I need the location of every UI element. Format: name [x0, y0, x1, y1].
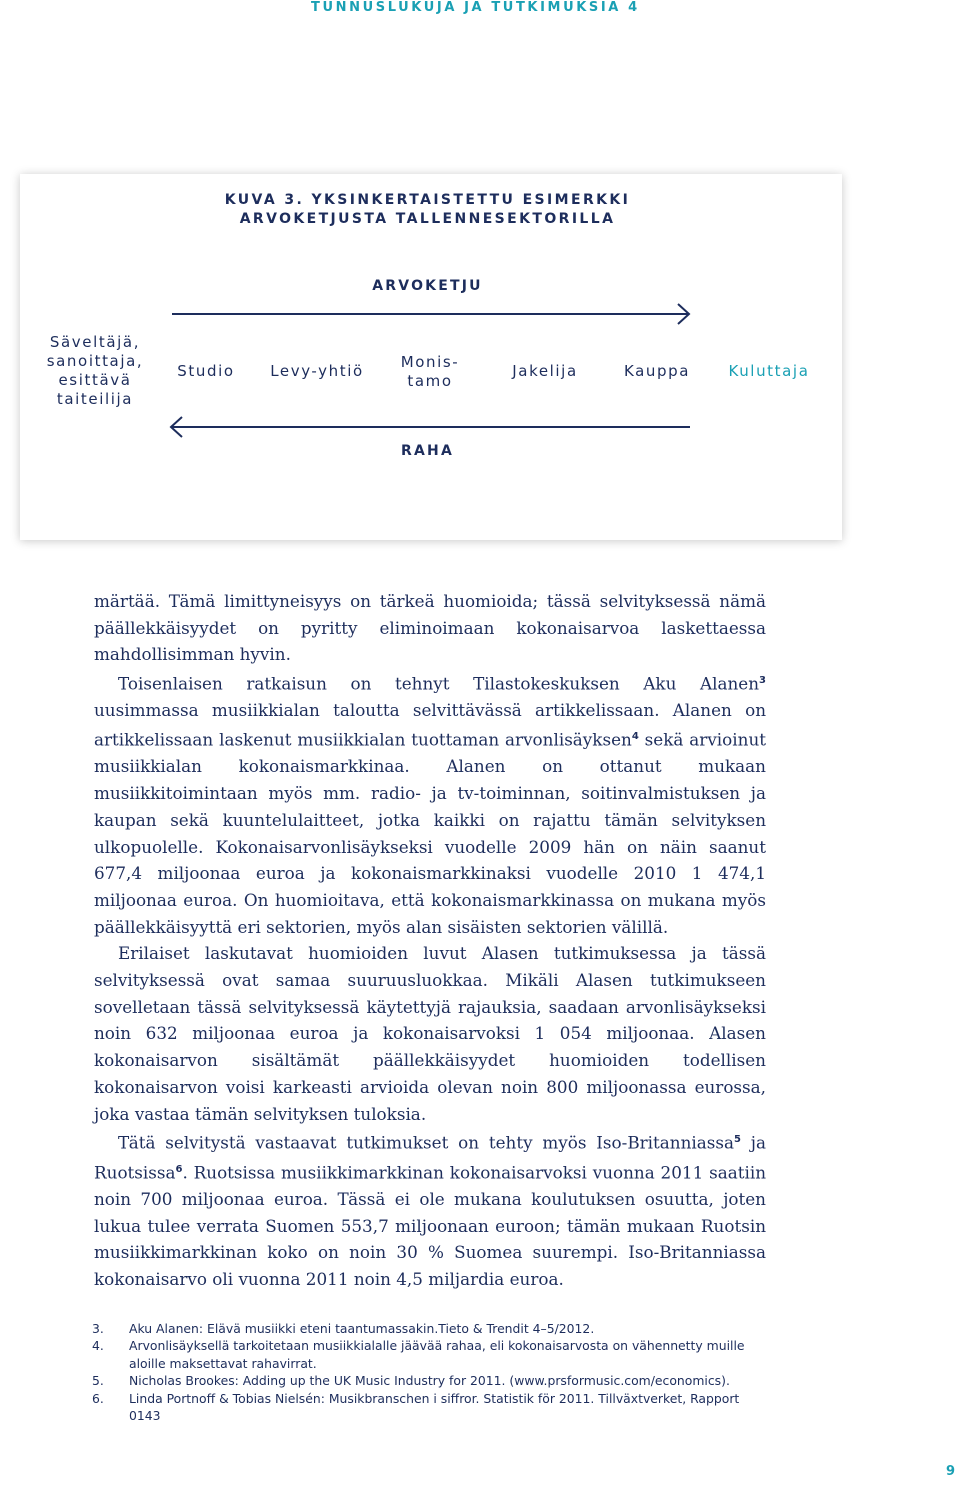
footnote: [92, 1372, 762, 1389]
actor-studio: Studio: [177, 362, 235, 380]
money-arrow: [171, 417, 690, 437]
body-text: [94, 588, 766, 1293]
footnote-number: 3.: [92, 1321, 104, 1336]
footnote-number: 5.: [92, 1373, 104, 1389]
paragraph-1: märtää. Tämä limittyneisyys on tärkeä huomioida; tässä selvityksessä nämä päällekkäisyydet on pyritty eliminoimaan kokonaisarvoa laskettaessa mahdollisimman hyvin.: [94, 591, 766, 665]
paragraph-4: Tätä selvitystä vastaavat tutkimukset on tehty myös Iso-Britanniassa$^5$ ja Ruotsissa$^6$. Ruotsissa musiikkimarkkinan kokonaisarvoksi vuonna 2011 saatiin noin 700 miljoonaa euroa. Tässä ei ole mukana koulutuksen osuutta, joten lukua tulee verrata Suomen 553,7 miljoonaan euroon; tämän mukaan Ruotsin musiikkimarkkinan koko on noin 30 % Suomea suurempi. Iso-Britanniassa kokonaisarvo oli vuonna 2011 noin 4,5 miljardia euroa.: [94, 1132, 767, 1289]
footnote: [92, 1337, 762, 1372]
figure-title-line-2: ARVOKETJUSTA TALLENNESEKTORILLA: [239, 211, 616, 227]
paragraph-2: Toisenlaisen ratkaisun on tehnyt Tilastokeskuksen Aku Alanen$^3$ uusimmassa musiikkialan taloutta selvittävässä artikkelissaan. Alanen on artikkelissaan laskenut musiikkialan tuottaman arvonlisäyksen$^4$ sekä arvioinut musiikkialan kokonaismarkkinaa. Alanen on ottanut mukaan musiikkitoimintaan myös mm. radio- ja tv-toiminnan, soitinvalmistuksen ja kaupan sekä kuuntelulaitteet, jotka kaikki on rajattu tämän selvityksen ulkopuolelle. Kokonaisarvonlisäykseksi vuodelle 2009 hän on näin saanut 677,4 miljoonaa euroa ja kokonaismarkkinaksi vuodelle 2010 1 474,1 miljoonaa euroa. On huomioitava, että kokonaismarkkinassa on mukana myös päällekkäisyyttä eri sektorien, myös alan sisäisten sektorien välillä.: [94, 673, 766, 937]
footnote-text: Aku Alanen: Elävä musiikki eteni taantumassakin.Tieto & Trendit 4–5/2012.: [129, 1321, 595, 1336]
footnotes: [92, 1320, 762, 1424]
page-number: 9: [946, 1464, 956, 1479]
footnote-text: Linda Portnoff & Tobias Nielsén: Musikbranschen i siffror. Statistik för 2011. Tillväxtverket, Rapport 0143: [129, 1390, 740, 1424]
running-header: TUNNUSLUKUJA JA TUTKIMUKSIA 4: [311, 0, 640, 15]
paragraph-3: Erilaiset laskutavat huomioiden luvut Alasen tutkimuksessa ja tässä selvityksessä ovat samaa suuruusluokkaa. Mikäli Alasen tutkimukseen sovelletaan tässä selvityksessä käytettyjä rajauksia, saadaan arvonlisäykseksi noin 632 miljoonaa euroa ja kokonaisarvoksi 1 054 miljoonaa. Alasen kokonaisarvon sisältämät päällekkäisyydet huomioiden todellisen kokonaisarvon voisi karkeasti arvioida olevan noin 800 miljoonassa eurossa, joka vastaa tämän selvityksen tuloksia.: [94, 943, 766, 1124]
value-chain-label: ARVOKETJU: [372, 278, 483, 294]
footnote-ref-3: 3: [759, 675, 766, 687]
actor-retailer: Kauppa: [623, 362, 691, 380]
footnote-text: Arvonlisäyksellä tarkoitetaan musiikkialalle jäävää rahaa, eli kokonaisarvosta on vähennetty muille aloille maksettavat rahavirrat.: [129, 1338, 745, 1371]
money-label: RAHA: [401, 443, 454, 459]
footnote: [92, 1390, 762, 1425]
actor-record-label: Levy-yhtiö: [270, 362, 364, 380]
footnote-number: 6.: [92, 1390, 104, 1406]
footnote-ref-6: 6: [175, 1163, 183, 1175]
footnote-ref-5: 5: [734, 1134, 741, 1146]
footnote-text: Nicholas Brookes: Adding up the UK Music Industry for 2011. (www.prsformusic.com/economics).: [129, 1373, 730, 1389]
figure-title-line-1: KUVA 3. YKSINKERTAISTETTU ESIMERKKI: [224, 192, 631, 208]
footnote: [92, 1320, 762, 1337]
footnote-number: 4.: [92, 1338, 104, 1354]
actor-distributor: Jakelija: [512, 362, 578, 380]
actor-consumer: Kuluttaja: [728, 362, 810, 380]
actor-songwriter-performer: Säveltäjä, sanoittaja, esittävä taiteilija: [46, 333, 144, 408]
footnote-ref-4: 4: [631, 731, 639, 743]
actor-pressing-plant: Monis- tamo: [400, 353, 460, 390]
value-chain-arrow: [172, 304, 689, 324]
